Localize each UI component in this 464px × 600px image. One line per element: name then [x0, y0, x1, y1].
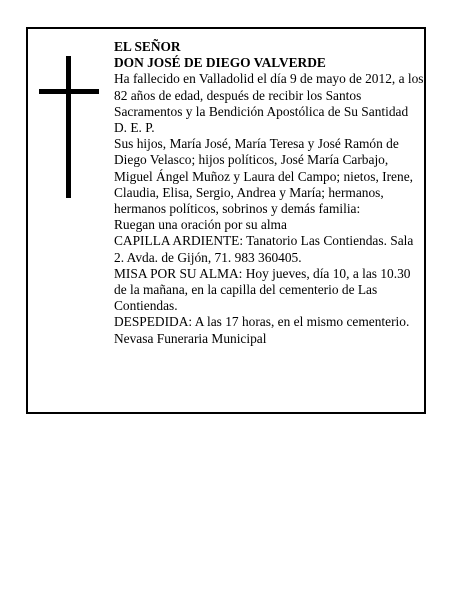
death-announcement: Ha fallecido en Valladolid el día 9 de mayo de 2012, a los 82 años de edad, después de recibir los Santos Sacramentos y la Bendición Apostólica de Su Santidad D. E. P.	[114, 71, 424, 136]
deceased-name: DON JOSÉ DE DIEGO VALVERDE	[114, 55, 326, 71]
cross-horizontal-bar	[39, 89, 99, 94]
mass-info: MISA POR SU ALMA: Hoy jueves, día 10, a las 10.30 de la mañana, en la capilla del cementerio de Las Contiendas.	[114, 265, 411, 314]
farewell-info: DESPEDIDA: A las 17 horas, en el mismo cementerio.	[114, 314, 410, 330]
obituary-notice	[26, 27, 426, 414]
notice-body	[114, 39, 424, 347]
chapel-info: CAPILLA ARDIENTE: Tanatorio Las Contiendas. Sala 2. Avda. de Gijón, 71. 983 360405.	[114, 233, 414, 265]
family-list: Sus hijos, María José, María Teresa y José Ramón de Diego Velasco; hijos políticos, José María Carbajo, Miguel Ángel Muñoz y Laura del Campo; nietos, Irene, Claudia, Elisa, Sergio, Andrea y María; hermanos, hermanos políticos, sobrinos y demás familia:	[114, 136, 413, 217]
cross-vertical-bar	[66, 56, 71, 198]
prayer-request: Ruegan una oración por su alma	[114, 217, 287, 233]
latin-cross-icon	[39, 56, 99, 198]
notice-title-line-1: EL SEÑOR	[114, 39, 181, 54]
funeral-home: Nevasa Funeraria Municipal	[114, 330, 267, 346]
